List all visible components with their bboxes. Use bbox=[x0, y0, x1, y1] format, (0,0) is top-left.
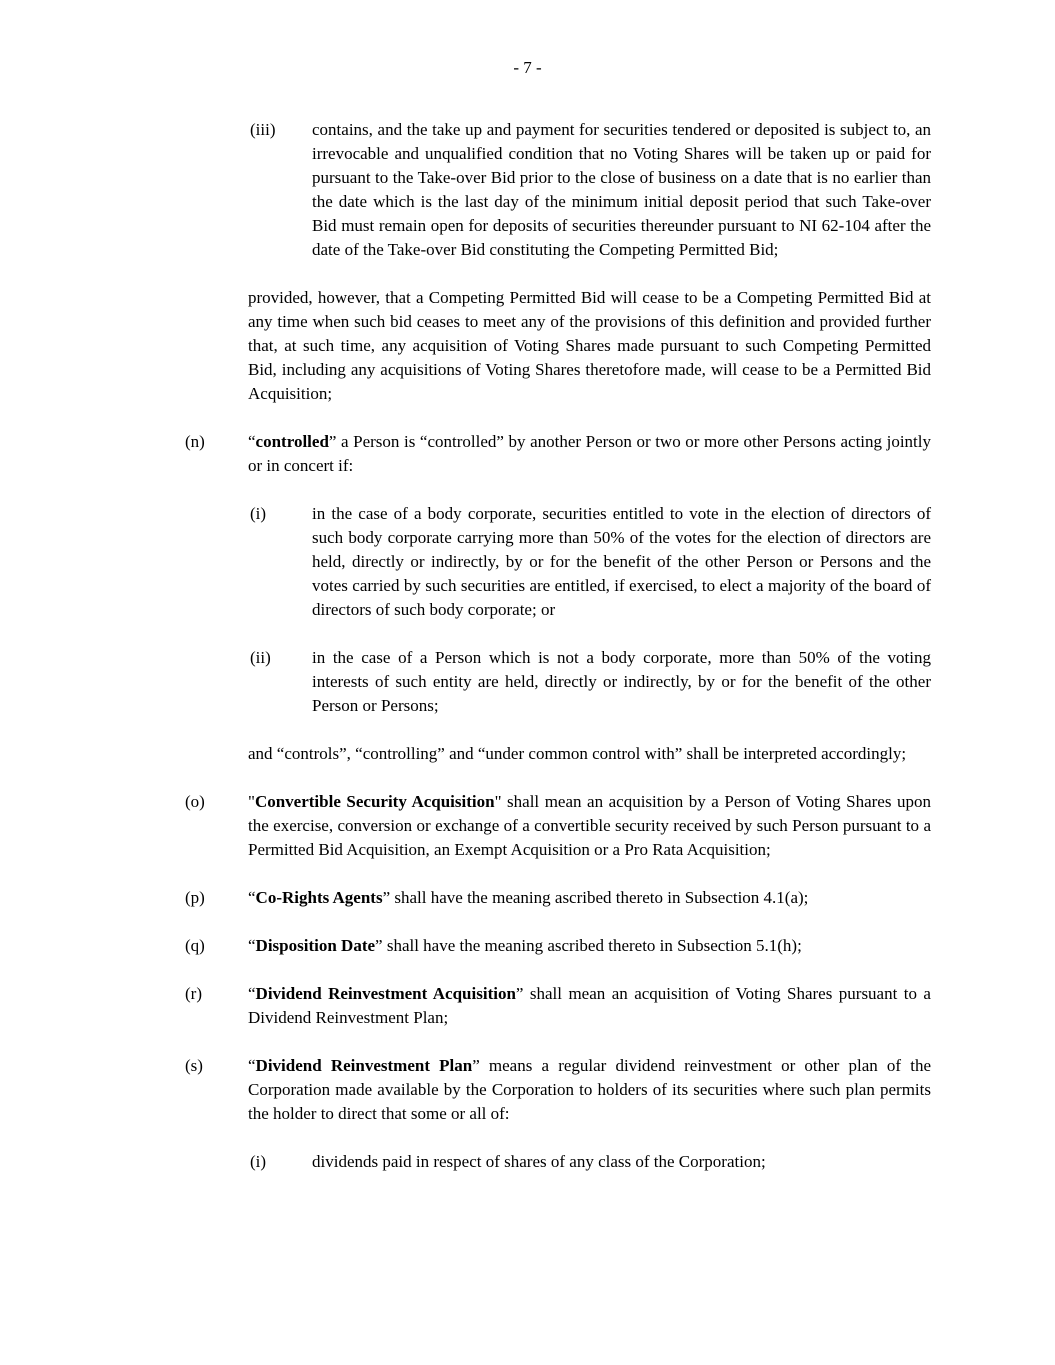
clause-text: dividends paid in respect of shares of any class of the Corporation; bbox=[312, 1152, 766, 1171]
definition-body: ” shall have the meaning ascribed thereto in Subsection 5.1(h); bbox=[375, 936, 802, 955]
defined-term: Dividend Reinvestment Acquisition bbox=[255, 984, 516, 1003]
defined-term: Co-Rights Agents bbox=[255, 888, 383, 907]
definition-text bbox=[248, 430, 931, 478]
clause-label: (ii) bbox=[250, 648, 271, 667]
quote-open: “ bbox=[248, 432, 256, 451]
definition-label: (r) bbox=[185, 984, 202, 1003]
definition-text bbox=[248, 886, 931, 910]
definition-label: (n) bbox=[185, 432, 205, 451]
quote-open: “ bbox=[248, 1056, 256, 1075]
definition-body: ” shall have the meaning ascribed thereto in Subsection 4.1(a); bbox=[382, 888, 809, 907]
definition-label: (p) bbox=[185, 888, 205, 907]
definition-body: ” a Person is “controlled” by another Person or two or more other Persons acting jointly or in concert if: bbox=[248, 432, 931, 475]
definition-s bbox=[185, 1054, 931, 1126]
definition-body: ” means a regular dividend reinvestment or other plan of the Corporation made available by the Corporation to holders of its securities where such plan permits the holder to direct that some or all of: bbox=[248, 1056, 931, 1123]
clause-n-i bbox=[250, 502, 931, 622]
definition-body: " shall mean an acquisition by a Person of Voting Shares upon the exercise, conversion or exchange of a convertible security received by such Person pursuant to a Permitted Bid Acquisition, an Exempt Acquisition or a Pro Rata Acquisition; bbox=[248, 792, 931, 859]
definition-label: (q) bbox=[185, 936, 205, 955]
clause-s-i bbox=[250, 1150, 931, 1174]
quote-open: “ bbox=[248, 936, 256, 955]
definition-q bbox=[185, 934, 931, 958]
clause-text: in the case of a Person which is not a body corporate, more than 50% of the voting interests of such entity are held, directly or indirectly, by or for the benefit of the other Person or Persons; bbox=[312, 648, 931, 715]
page-number: - 7 - bbox=[513, 58, 542, 77]
definition-r bbox=[185, 982, 931, 1030]
quote-open: “ bbox=[248, 888, 256, 907]
clause-text: in the case of a body corporate, securities entitled to vote in the election of directors of such body corporate carrying more than 50% of the votes for the election of directors are held, directly or indirectly, by or for the benefit of the other Person or Persons and the votes carried by such securities are entitled, if exercised, to elect a majority of the board of directors of such body corporate; or bbox=[312, 504, 931, 619]
definition-text bbox=[248, 790, 931, 862]
quote-open: " bbox=[248, 792, 255, 811]
clause-iii bbox=[250, 118, 931, 262]
definition-label: (s) bbox=[185, 1056, 203, 1075]
clause-label: (i) bbox=[250, 504, 267, 523]
defined-term: Dividend Reinvestment Plan bbox=[255, 1056, 473, 1075]
defined-term: controlled bbox=[255, 432, 329, 451]
definition-n bbox=[185, 430, 931, 478]
definition-n-closing: and “controls”, “controlling” and “under common control with” shall be interpreted accordingly; bbox=[248, 744, 907, 763]
defined-term: Convertible Security Acquisition bbox=[254, 792, 495, 811]
definition-text bbox=[248, 982, 931, 1030]
definition-label: (o) bbox=[185, 792, 205, 811]
definition-p bbox=[185, 886, 931, 910]
clause-label: (iii) bbox=[250, 120, 276, 139]
clause-label: (i) bbox=[250, 1152, 267, 1171]
definition-o bbox=[185, 790, 931, 862]
clause-n-ii bbox=[250, 646, 931, 718]
clause-text: contains, and the take up and payment for securities tendered or deposited is subject to, an irrevocable and unqualified condition that no Voting Shares will be taken up or paid for pursuant to the Take-over Bid prior to the close of business on a date that is no earlier than the date which is the last day of the minimum initial deposit period that such Take-over Bid must remain open for deposits of securities thereunder pursuant to NI 62-104 after the date of the Take-over Bid constituting the Competing Permitted Bid; bbox=[312, 120, 931, 259]
definition-text bbox=[248, 934, 931, 958]
definition-body: ” shall mean an acquisition of Voting Shares pursuant to a Dividend Reinvestment Plan; bbox=[248, 984, 931, 1027]
quote-open: “ bbox=[248, 984, 256, 1003]
defined-term: Disposition Date bbox=[255, 936, 376, 955]
definition-text bbox=[248, 1054, 931, 1126]
proviso-paragraph: provided, however, that a Competing Permitted Bid will cease to be a Competing Permitted Bid at any time when such bid ceases to meet any of the provisions of this definition and provided further that, at such time, any acquisition of Voting Shares made pursuant to such Competing Permitted Bid, including any acquisitions of Voting Shares theretofore made, will cease to be a Permitted Bid Acquisition; bbox=[248, 288, 931, 403]
